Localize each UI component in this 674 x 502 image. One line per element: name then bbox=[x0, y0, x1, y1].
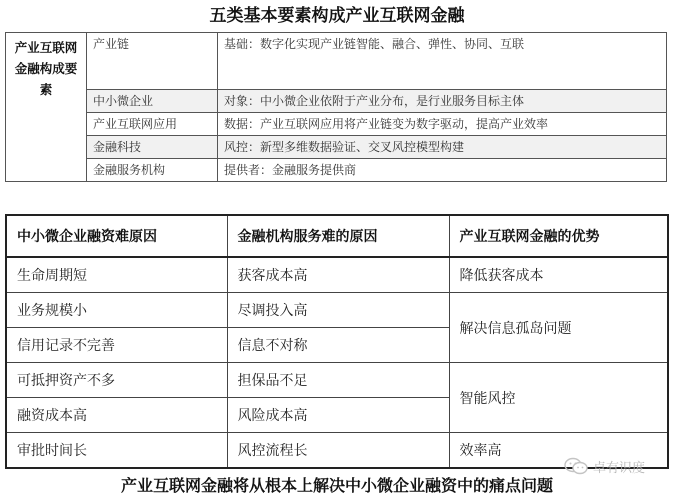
table-row bbox=[6, 363, 668, 398]
description-cell: 对象：中小微企业依附于产业分布，是行业服务目标主体 bbox=[218, 90, 667, 113]
component-cell: 产业互联网应用 bbox=[87, 113, 218, 136]
table-row bbox=[6, 293, 668, 328]
advantage-cell: 效率高 bbox=[449, 433, 668, 469]
description-cell: 提供者：金融服务提供商 bbox=[218, 159, 667, 182]
component-cell: 金融服务机构 bbox=[87, 159, 218, 182]
institution-reason-cell: 风险成本高 bbox=[227, 398, 449, 433]
wechat-icon bbox=[563, 457, 589, 475]
top-title: 五类基本要素构成产业互联网金融 bbox=[209, 6, 465, 26]
institution-reason-cell: 获客成本高 bbox=[227, 257, 449, 293]
sme-reason-cell: 业务规模小 bbox=[6, 293, 227, 328]
watermark-text: 卓有识度 bbox=[593, 460, 646, 476]
description-cell: 风控：新型多维数据验证、交叉风控模型构建 bbox=[218, 136, 667, 159]
sme-reason-cell: 可抵押资产不多 bbox=[6, 363, 227, 398]
component-cell: 中小微企业 bbox=[87, 90, 218, 113]
sme-reason-cell: 信用记录不完善 bbox=[6, 328, 227, 363]
component-cell: 产业链 bbox=[87, 33, 218, 90]
bottom-title: 产业互联网金融将从根本上解决中小微企业融资中的痛点问题 bbox=[120, 476, 553, 495]
description-cell: 基础：数字化实现产业链智能、融合、弹性、协同、互联 bbox=[218, 33, 667, 90]
column-header: 中小微企业融资难原因 bbox=[6, 215, 227, 257]
table-header-row bbox=[6, 215, 668, 257]
column-header: 产业互联网金融的优势 bbox=[449, 215, 668, 257]
institution-reason-cell: 尽调投入高 bbox=[227, 293, 449, 328]
elements-header: 产业互联网金融构成要素 bbox=[6, 33, 87, 182]
advantage-cell: 解决信息孤岛问题 bbox=[449, 293, 668, 363]
sme-reason-cell: 融资成本高 bbox=[6, 398, 227, 433]
institution-reason-cell: 信息不对称 bbox=[227, 328, 449, 363]
table-row bbox=[6, 33, 667, 90]
table-row bbox=[6, 90, 667, 113]
sme-reason-cell: 生命周期短 bbox=[6, 257, 227, 293]
table-row bbox=[6, 159, 667, 182]
component-cell: 金融科技 bbox=[87, 136, 218, 159]
description-cell: 数据：产业互联网应用将产业链变为数字驱动，提高产业效率 bbox=[218, 113, 667, 136]
table-row bbox=[6, 113, 667, 136]
table-row bbox=[6, 136, 667, 159]
institution-reason-cell: 风控流程长 bbox=[227, 433, 449, 469]
institution-reason-cell: 担保品不足 bbox=[227, 363, 449, 398]
reasons-table bbox=[5, 214, 669, 469]
elements-table bbox=[5, 32, 667, 182]
column-header: 金融机构服务难的原因 bbox=[227, 215, 449, 257]
table-row bbox=[6, 257, 668, 293]
advantage-cell: 降低获客成本 bbox=[449, 257, 668, 293]
sme-reason-cell: 审批时间长 bbox=[6, 433, 227, 469]
advantage-cell: 智能风控 bbox=[449, 363, 668, 433]
